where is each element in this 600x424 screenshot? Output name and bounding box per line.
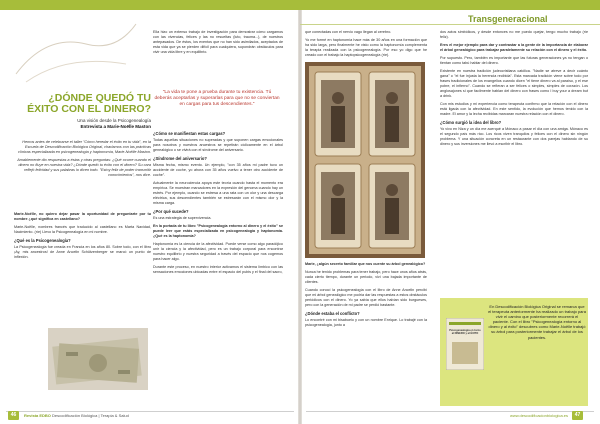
column-2-top (153, 30, 283, 58)
col3-paragraph-1: que conectadas con el nervio vago llegan al cerebro. (305, 30, 392, 34)
intro-paragraph-2: Amablemente dio respuestas a éstas y otras preguntas: ¿Qué ocurre cuando el dinero no fluye en nuestra vida? ¿Dónde quedó tu éxito con el dinero? Su cara reflejó felicidad y sus palabras lo dicen todo. "Estoy feliz de poder transmitir conocimientos", nos dice. (17, 158, 151, 177)
dollar-bills-image (48, 328, 148, 390)
intro-paragraph-1: Hemos antes de celebrarse el taller "Cómo heredar el éxito en tu vida", en la Escuela de Descodificación Biológica Original, charlamos con las prácticas clínicas especializada en psicogenealogía y haptonomía, Marie-Noëlle Maston. (18, 140, 151, 154)
article-intro (14, 140, 151, 178)
col2-proceso: Durante este proceso, en nuestro interior activamos el sistema límbico con las sensaciones emociones ubicadas entre el espacio del pubis y el final del sacro, (153, 265, 283, 274)
col2-neurociencia: Actualmente la neurociencia apoya este teoría cuando hasta el momento era empírica. Se muestran marcadores en la expresión del genoma cuando hay un estrés. Por ejemplo, cuando se estresa a una rata con un olor y una descarga eléctrica, sus descendientes también se estresarán con el mismo olor y la misma carga. (153, 181, 283, 205)
answer-name: Marie-Noëlle, nombres francés que traducido al castellano es Marta Navidad, Nacimiento. (ríe) Llevo la Psicogenealogía en mi nombre. (14, 225, 151, 234)
column-2 (153, 128, 283, 278)
book-cover-image (446, 318, 484, 370)
answer-psicogenealogia: La Psicogenealogía fue creada en Francia en los años 80. Sobre todo, con el libro ¡Ay, mis ancestros! de Anne Ancelin Schützenberger se marcó un punto de inflexión. (14, 245, 151, 259)
col4-paragraph-1: dos actos simbólicos, y desde entonces no me puedo quejar, tengo mucho trabajo (ríe feliz). (440, 30, 588, 39)
page-number-left: 46 (8, 411, 19, 420)
answer-conflicto: Lo encontré con mi bisabuelo y con un nombre Enrique. Lo trabajé con la psicogenealogía, junto a (305, 318, 427, 327)
question-idea-libro: ¿Cómo surgió la idea del libro? (440, 120, 502, 125)
top-accent-bar-left (0, 0, 300, 10)
footer-rule-left (6, 411, 294, 412)
subtitle-line2: Entrevista a Marie-Noëlle Maston (80, 123, 151, 129)
question-secreto: Marie, ¿algún secreto familiar que nos cuente su árbol genealógico? (305, 262, 426, 266)
footer-section: Descodificación Biológica | Terapia & Salud (52, 413, 129, 418)
article-title (14, 93, 151, 115)
vintage-letters-illustration (6, 14, 144, 88)
answer-idea-libro: Yo vivo en Niza y un día me acerqué a Mónaco a pasar el día con una amiga. Mónaco es el segundo país más rico. Los ricos viven tranquilos y felices con el dinero sin ningún problema. Y una situación concreta en un restaurante con dos parejas hablando de su dinero y sus inversiones me llevó a escribir el libro. (440, 127, 588, 146)
question-cargas: ¿Cómo se manifiestan estas cargas? (153, 131, 226, 136)
col2-paragraph-1: Ella hizo un extenso trabajo de investigación para demostrar cómo cargamos con las vivencias, felices y las no resueltas (luto, trauma...), de nuestros antepasados. De éstos, los eventos que no han sido asimilados, aceptados de esta vida que ya se pierden difícil para cualquiera, supondrán obstáculos para vivir una vida libre y en equilibrio. (153, 30, 283, 54)
article-title-line1: ¿DÓNDE QUEDÓ TU (48, 92, 151, 104)
column-3 (305, 262, 427, 331)
col3-paragraph-2: Yo me formé en haptonomía hace más de 30 años en una formación que ha sido larga, pero finalmente he visto como la haptonomía complementa la terapia realizada con la psicogenealogía. Por eso yo digo que he creado con el trabajo la haptopsicogenealogía (ríe). (305, 38, 427, 57)
question-psicogenealogia: ¿Qué es la Psicogenealogía? (14, 238, 71, 243)
question-por-que: ¿Por qué sucede? (153, 209, 189, 214)
footer-url[interactable]: www.descodificacionbiologica.es (509, 413, 568, 418)
page-number-right: 47 (572, 411, 583, 420)
answer-secreto-1: Nunca he tenido problemas para tener trabajo, pero hace unos años atrás, cada cierto tiempo, durante un periodo, viví una bajada importante de clientes. (305, 270, 427, 284)
article-title-line2: ÉXITO CON EL DINERO? (27, 103, 151, 115)
top-accent-bar-right (300, 0, 600, 10)
answer-por-que: Es una estrategia de supervivencia. (153, 216, 212, 220)
column-4 (440, 30, 588, 150)
footer-brand: Revista EDBO (24, 413, 51, 418)
answer-sindrome: Misma fecha, mismo evento. Un ejemplo, "con 35 años mi padre tuvo un accidente de coche, yo ahora con 35 años vuelvo a tener otro accidente de coche". (153, 163, 283, 177)
col4-paragraph-4: Existente en nuestra tradición judeocristiana católica. "Nadie se atreve a decir cuánto gana" o "el fue injusta la herencia recibida". Esta marcada tradición viene sobre todo por frases tradicionales de los evangelios cuando dicen "el tiene dinero va al paraíso, y el ese pobre, el infierno". Cuando se refieran a ser felices o simples, simples de corazón. Los anglosajones si que facilmente hablan del dinero con frases como I buy your a dream but a drink. (440, 69, 588, 98)
col4-paragraph-3: Por supuesto. Pero, también es importante que las futuras generaciones ya no tengan o tientan como tabú hablar del dinero. (440, 56, 588, 65)
book-cover-title: Psicogenealogía en torno al DINERO y al ÉXITO (449, 329, 481, 336)
question-conflicto: ¿Dónde estaba el conflicto? (305, 311, 360, 316)
col4-paragraph-5: Con mis estudios y mi experiencia como terapeuta confirmo que la relación con el dinero está ligada con la afectividad. En este sentido, la evolución que hemos tenido con la madre. El amor y la lecha recibidas marcaran nuestra relación con el dinero. (440, 102, 588, 116)
answer-haptonomia: Haptonomía es la ciencia de la afectividad. Puede verse como algo paradójico unir la ciencia y la afectividad, pero es un trabajo corporal para encontrar nuestro equilibrio y nuestra seguridad a través del espacio que nos cogemos para hacer algo. (153, 242, 283, 261)
answer-secreto-2: Cuando conocí la psicogenealogía con el libro de Anne Ancelin percibí que mi árbol genealógico me podría dar las respuestas a estos obstáculos periódicos con el dinero. Yo ya sabía que ellos habían sido burgueses, pero con la generación de mi padre se perdió bastante. (305, 288, 427, 307)
footer-rule-right (306, 411, 594, 412)
book-promo-text: En Descodificación Biológica Original se remarca que el terapeuta anteriormente ha realizado un trabajo para vivir el camino que posteriormente recorrerá el paciente. Con el libro "Psicogenealogía entorno al dinero y al éxito" descubres como Marie-Noëlle trabajó su árbol para posteriormente trabajar el árbol de los pacientes. (488, 304, 586, 340)
article-subtitle (14, 118, 151, 129)
section-rule (300, 24, 600, 25)
column-3-top (305, 30, 427, 61)
question-name: Marie-Noëlle, no quiero dejar pasar la oportunidad de preguntarte por tu nombre ¿qué significa en castellano? (14, 212, 151, 221)
answer-cargas: Todas aquellas situaciones no superadas y que suponen cargas emocionales para nosotros y nuestros ancestros se repetirán cíclicamente en el árbol genealógico o se vivirá con el síndrome del aniversario. (153, 138, 283, 152)
section-tag: Transgeneracional (468, 14, 548, 24)
question-sindrome: ¿Síndrome del aniversario? (153, 156, 207, 161)
question-haptonomia: En la portada de tu libro "Psicogenealogía entorno al dinero y el éxito" se puede leer que estás especializada en psicogenealogía y haptonomía. ¿Qué es la haptonomía? (153, 224, 283, 238)
vintage-photo-album (305, 62, 425, 258)
col4-question-arbol: Eres el mejor ejemplo para dar y contrastar a la gente de la importancia de elaborar el árbol genealógico para trabajar paralelamente su relación con el dinero y el éxito. (440, 43, 588, 52)
subtitle-line1: Una visión desde la Psicogenealogía (77, 118, 151, 123)
column-1 (14, 212, 151, 263)
page-gutter (298, 0, 302, 424)
pull-quote: "La vida te pone a prueba durante tu existencia. Tú deberás aceptarlas y superarlas para que no se conviertan en cargas para tus descendientes." (154, 90, 280, 107)
footer-left (24, 413, 129, 418)
